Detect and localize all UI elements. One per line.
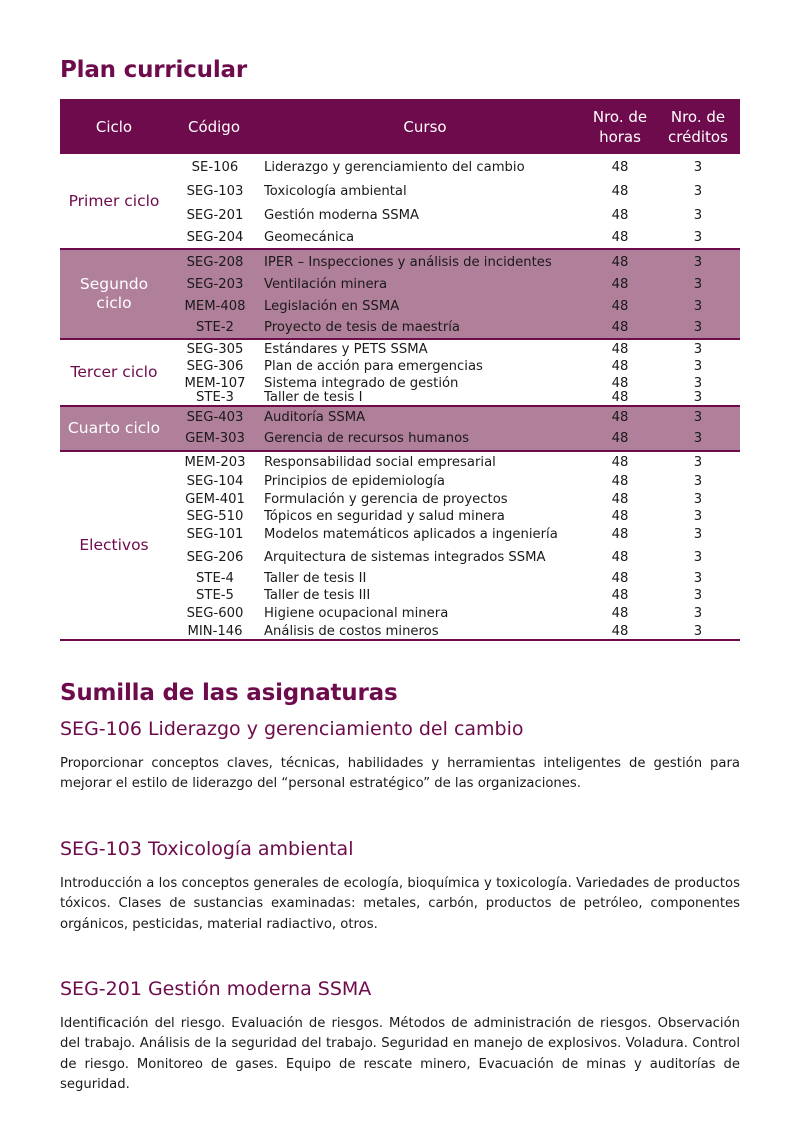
course-name: Liderazgo y gerenciamiento del cambio [264,160,525,175]
course-name: Gestión moderna SSMA [264,208,420,223]
course-hours: 48 [611,571,629,586]
course-credits: 3 [693,509,703,524]
course-name: Sistema integrado de gestión [264,376,459,391]
table-row [60,159,740,177]
table-row [60,298,740,316]
course-code: GEM-303 [185,431,245,446]
curriculum-table [60,99,740,639]
table-row [60,358,740,376]
course-hours: 48 [611,320,629,335]
course-name: Proyecto de tesis de maestría [264,320,461,335]
course-credits: 3 [693,431,703,446]
course-code: GEM-401 [185,492,245,507]
course-code: MEM-408 [184,299,246,314]
table-row [60,229,740,247]
subject-title: SEG-103 Toxicología ambiental [60,838,354,860]
course-credits: 3 [693,606,703,621]
course-credits: 3 [693,184,703,199]
course-code: MEM-203 [184,455,246,470]
course-credits: 3 [693,588,703,603]
course-code: SEG-203 [186,277,244,292]
subject-description: Introducción a los conceptos generales de ecología, bioquímica y toxicología. Variedades de productos tóxicos. Clases de sustancias examinadas: metales, carbón, productos de petróleo, componentes orgánicos, pesticidas, material radiactivo, otros. [60,876,740,932]
course-code: STE-3 [196,390,234,405]
course-name: Legislación en SSMA [264,299,400,314]
table-row [60,473,740,491]
course-code: SEG-305 [186,342,244,357]
course-hours: 48 [611,492,629,507]
cycle-label: Tercer ciclo [70,363,158,381]
table-row [60,623,740,641]
table-row [60,508,740,526]
plan-curricular-title: Plan curricular [60,57,247,83]
course-name: Análisis de costos mineros [264,624,439,639]
course-hours: 48 [611,527,629,542]
course-code: MEM-107 [184,376,246,391]
cycle-group [60,154,740,250]
table-row [60,409,740,427]
course-name: Ventilación minera [264,277,388,292]
course-credits: 3 [693,624,703,639]
course-credits: 3 [693,571,703,586]
course-name: Gerencia de recursos humanos [264,431,470,446]
cycle-label: Electivos [79,536,149,554]
table-row [60,454,740,472]
course-name: Tópicos en seguridad y salud minera [264,509,505,524]
course-hours: 48 [611,509,629,524]
header-curso: Curso [403,117,447,136]
cycle-label: Primer ciclo [68,191,160,210]
course-hours: 48 [611,230,629,245]
course-credits: 3 [693,455,703,470]
course-code: SEG-103 [186,184,244,199]
course-name: Arquitectura de sistemas integrados SSMA [264,550,546,565]
course-hours: 48 [611,299,629,314]
course-credits: 3 [693,410,703,425]
course-code: MIN-146 [187,624,243,639]
table-row [60,389,740,407]
table-row [60,319,740,337]
table-row [60,183,740,201]
course-hours: 48 [611,588,629,603]
course-hours: 48 [611,359,629,374]
course-name: Geomecánica [264,230,355,245]
header-horas-label: Nro. de horas [592,107,648,146]
course-hours: 48 [611,277,629,292]
course-name: IPER – Inspecciones y análisis de incidentes [264,255,552,270]
course-credits: 3 [693,359,703,374]
course-name: Principios de epidemiología [264,474,445,489]
course-hours: 48 [611,410,629,425]
table-row [60,605,740,623]
cycle-label: Cuarto ciclo [67,419,161,437]
subject-title: SEG-106 Liderazgo y gerenciamiento del cambio [60,718,524,740]
course-name: Estándares y PETS SSMA [264,342,428,357]
course-credits: 3 [693,492,703,507]
course-code: SEG-201 [186,208,244,223]
course-name: Toxicología ambiental [264,184,407,199]
course-code: SEG-104 [186,474,244,489]
header-creditos [656,99,740,154]
course-code: SEG-208 [186,255,244,270]
course-credits: 3 [693,390,703,405]
course-credits: 3 [693,208,703,223]
table-row [60,526,740,544]
course-code: SEG-101 [186,527,244,542]
cycle-group [60,452,740,641]
course-hours: 48 [611,184,629,199]
course-hours: 48 [611,160,629,175]
course-hours: 48 [611,431,629,446]
table-row [60,549,740,567]
header-ciclo: Ciclo [95,117,133,136]
course-code: STE-2 [196,320,234,335]
course-name: Taller de tesis II [264,571,367,586]
table-header [60,99,740,154]
header-horas [584,99,656,154]
table-row [60,341,740,359]
course-name: Formulación y gerencia de proyectos [264,492,508,507]
course-credits: 3 [693,277,703,292]
course-code: SEG-600 [186,606,244,621]
course-code: SEG-204 [186,230,244,245]
course-hours: 48 [611,376,629,391]
table-row [60,491,740,509]
table-row [60,207,740,225]
course-code: SEG-510 [186,509,244,524]
course-credits: 3 [693,474,703,489]
cycle-label: Segundo ciclo [79,275,149,312]
course-name: Modelos matemáticos aplicados a ingeniería [264,527,558,542]
table-row [60,276,740,294]
course-credits: 3 [693,527,703,542]
course-code: SEG-206 [186,550,244,565]
course-name: Responsabilidad social empresarial [264,455,496,470]
course-credits: 3 [693,255,703,270]
course-hours: 48 [611,208,629,223]
subject-description: Proporcionar conceptos claves, técnicas, habilidades y herramientas inteligentes de gestión para mejorar el estilo de liderazgo del “personal estratégico” de las organizaciones. [60,756,740,792]
table-row [60,570,740,588]
course-code: STE-5 [196,588,234,603]
course-hours: 48 [611,606,629,621]
course-code: SEG-403 [186,410,244,425]
course-hours: 48 [611,455,629,470]
course-code: SE-106 [191,160,239,175]
course-name: Taller de tesis I [264,390,363,405]
subject-description: Identificación del riesgo. Evaluación de riesgos. Métodos de administración de riesgos. Observación del trabajo. Análisis de la seguridad del trabajo. Seguridad en manejo de explosivos. Voladura. Control de riesgo. Monitoreo de gases. Equipo de rescate minero, Evacuación de minas y auditorías de seguridad. [60,1016,740,1092]
cycle-group [60,340,740,407]
course-credits: 3 [693,299,703,314]
table-row [60,254,740,272]
subject-title: SEG-201 Gestión moderna SSMA [60,978,372,1000]
table-row [60,587,740,605]
course-credits: 3 [693,160,703,175]
course-hours: 48 [611,474,629,489]
cycle-group [60,407,740,452]
course-credits: 3 [693,320,703,335]
course-credits: 3 [693,376,703,391]
course-name: Taller de tesis III [264,588,371,603]
course-hours: 48 [611,255,629,270]
course-name: Plan de acción para emergencias [264,359,483,374]
course-name: Auditoría SSMA [264,410,366,425]
course-code: STE-4 [196,571,234,586]
header-creditos-label: Nro. de créditos [668,107,728,146]
course-name: Higiene ocupacional minera [264,606,449,621]
sumilla-title: Sumilla de las asignaturas [60,680,398,706]
course-hours: 48 [611,550,629,565]
course-hours: 48 [611,342,629,357]
course-code: SEG-306 [186,359,244,374]
course-credits: 3 [693,342,703,357]
cycle-group [60,250,740,340]
table-row [60,430,740,448]
course-hours: 48 [611,390,629,405]
course-hours: 48 [611,624,629,639]
header-codigo: Código [187,117,241,136]
course-credits: 3 [693,230,703,245]
course-credits: 3 [693,550,703,565]
